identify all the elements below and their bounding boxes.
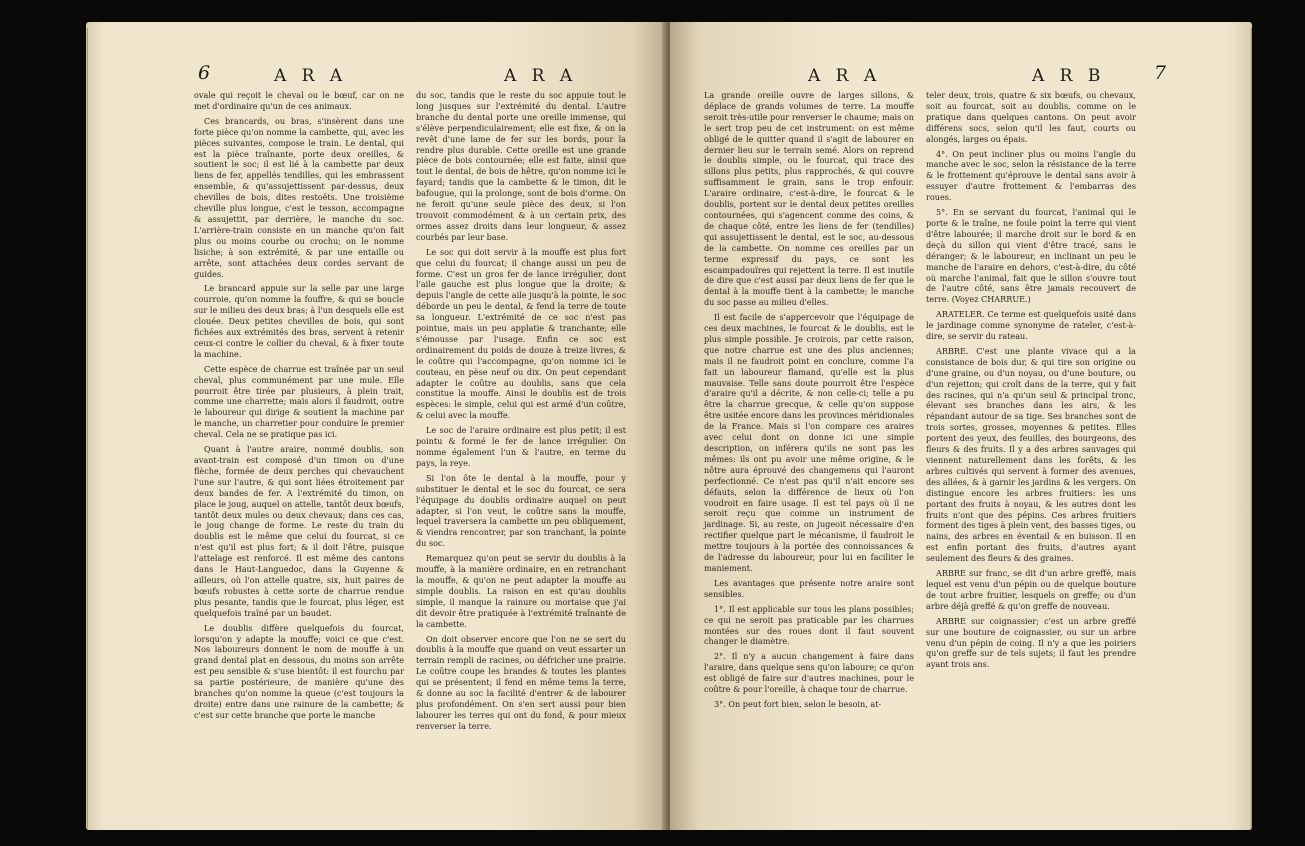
paragraph: La grande oreille ouvre de larges sillons, & déplace de grands volumes de terre. La mouffe seroit très-utile pour renverser le chaume; mais on le sert trop peu de cet instrument: on est même obligé de le quitter quand il s'agit de labourer en dernier lieu sur le terrain semé. Alors on reprend le doublis simple, ou le fourcat, qui trace des sillons plus petits, plus rapprochés, & qui couvre suffisamment le grain, sans le trop enfouir. L'araire ordinaire, c'est-à-dire, le fourcat & le doublis, portent sur le dental deux petites oreilles contournées, qui s'agencent comme des coins, & de chaque côté, entre les liens de fer (tendilles) qui assujettissent le dental, est le soc, au-dessous de la cambette. On nomme ces oreilles par un terme expressif du pays, ce sont les escampadouïres qui rejettent la terre. Il est inutile de dire que c'est aussi par deux liens de fer que le dental à la mouffe tient à la cambette; le manche du soc passe au milieu d'elles. <box>704 90 914 308</box>
paragraph: du soc, tandis que le reste du soc appuie tout le long jusques sur l'extrémité du dental. L'autre branche du dental porte une oreille immense, qui s'élève perpendiculairement; elle est fixe, & on la revêt d'une lame de fer sur les bords, pour la rendre plus durable. Cette oreille est une grande pièce de bois contournée; elle est faite, ainsi que tout le dental, de bois de hêtre, qu'on nomme ici le fayard; tandis que la cambette & le timon, dit le bafougue, qui la prolonge, sont de bois d'orme. On ne feroit qu'une seule pièce des deux, si l'on trouvoit commodément & à un certain prix, des ormes assez droits dans leur longueur, & assez courbés par leur base. <box>416 90 626 242</box>
paragraph: 3°. On peut fort bien, selon le besoin, at- <box>714 698 882 709</box>
paragraph: Le soc de l'araire ordinaire est plus petit; il est pointu & formé le fer de lance irrégulier. On nomme également l'un & l'autre, en terme du pays, la reye. <box>416 425 626 468</box>
running-header-left-1: A R A <box>274 66 348 86</box>
article-entry-arbre-sur-coignassier: ARBRE sur coignassier; c'est un arbre greffé sur une bouture de coignassier, ou sur un arbre venu d'un pépin de coing. Il n'y a que les poiriers qu'on greffe sur de tels sujets; il faut les prendre ayant trois ans. <box>926 615 1136 670</box>
article-entry-aratelier: ARATELER. Ce terme est quelquefois usité dans le jardinage comme synonyme de rateler, c'est-à-dire, se servir du rateau. <box>926 309 1136 342</box>
paragraph: Quant à l'autre araire, nommé doublis, son avant-train est composé d'un timon ou d'une flèche, formée de deux perches qui chevauchent l'une sur l'autre, & qui sont liées étroitement par deux bandes de fer. A l'extrémité du timon, on place le joug, auquel on attelle, tantôt deux bœufs, tantôt deux mules ou deux chevaux; dans ces cas, le joug change de forme. Le reste du train du doublis est le même que celui du fourcat, si ce n'est qu'il est plus fort; & il doit l'être, puisque l'attelage est renforcé. Il est même des cantons dans le Haut-Languedoc, dans la Guyenne & ailleurs, où l'on attelle quatre, six, huit paires de bœufs robustes à cette sorte de charrue rendue plus pesante, tandis que le fourcat, plus léger, est quelquefois traîné par un baudet. <box>194 444 404 618</box>
right-page-column-2 <box>926 90 1136 674</box>
paragraph: Les avantages que présente notre araire sont sensibles. <box>704 577 914 599</box>
running-header-right-2: A R B <box>1032 66 1106 86</box>
paragraph: Cette espèce de charrue est traînée par un seul cheval, plus communément par une mule. Elle pourroit être tirée par plusieurs, à plein trait, comme une charrette; mais alors il faudroit, outre le laboureur qui dirige & soutient la machine par le manche, un charretier pour conduire le premier cheval. Cela ne se pratique pas ici. <box>194 363 404 440</box>
right-page <box>670 22 1252 830</box>
paragraph: 5°. En se servant du fourcat, l'animal qui le porte & le traîne, ne foule point la terre qui vient d'être labourée; il marche droit sur le bord & en deçà du sillon qui vient d'être tracé, sans le déranger; & le laboureur, en inclinant un peu le manche de l'araire en dehors, c'est-à-dire, du côté où marche l'animal, fait que le sillon s'ouvre tout de l'autre côté, sans être jamais recouvert de terre. (Voyez CHARRUE.) <box>926 207 1136 305</box>
left-page-column-2 <box>416 90 626 736</box>
paragraph: teler deux, trois, quatre & six bœufs, ou chevaux, soit au fourcat, soit au doublis, comme on le pratique dans quelques cantons. On peut avoir différens socs, selon qu'il les faut, courts ou alongés, larges ou épais. <box>926 90 1136 144</box>
left-page-edges <box>86 28 88 828</box>
paragraph: Il est facile de s'appercevoir que l'équipage de ces deux machines, le fourcat & le doublis, est le plus simple possible. Je croirois, par cette raison, que notre charrue est une des plus anciennes; mais il ne faudroit point en conclure, comme l'a fait un laboureur flamand, qu'elle est la plus mauvaise. Telle sans doute pourroit être l'espèce d'araire qu'il a décrite, & non celle-ci; telle a pu être la charrue grecque, & celle qu'on suppose être usitée encore dans les provinces méridionales de la France. Mais si l'on compare ces araires avec celui dont on donne ici une simple description, on inférera qu'ils ne sont pas les mêmes: ils ont pu avoir une même origine, & le nôtre aura éprouvé des changemens qui l'auront perfectionné. Ce n'est pas qu'il n'ait encore ses défauts, selon la différence de lieux où l'on voudroit en faire usage. Il est tel pays où il ne seroit reçu que comme un instrument de jardinage. Si, au reste, on jugeoit nécessaire d'en rectifier quelque part le mécanisme, il faudroit le mettre toujours à la portée des connoissances & de l'adresse du laboureur, pour lui en faciliter le maniement. <box>704 312 914 573</box>
article-entry-arbre: ARBRE. C'est une plante vivace qui a la consistance de bois dur, & qui tire son origine ou d'une graine, ou d'un noyau, ou d'une bouture, ou d'un rejetton; qui croît dans de la terre, qui y fait des racines, qui n'a qu'un seul & principal tronc, élevant ses branches dans les airs, & les répandant autour de sa tige. Ses branches sont de trois sortes, grosses, moyennes & petites. Elles portent des yeux, des feuilles, des bourgeons, des fleurs & des fruits. Il y a des arbres sauvages qui viennent naturellement dans les forêts, & les arbres cultivés qui servent à former des avenues, des allées, & à garnir les jardins & les vergers. On distingue encore les arbres fruitiers: les uns portant des fruits à noyau, & les autres dont les fruits n'ont que des pépins. Ces arbres fruitiers forment des tiges à plein vent, des basses tiges, ou nains, des arbres en éventail & en buisson. Il en est enfin portant des fruits, d'autres ayant seulement des fleurs & des graines. <box>926 345 1136 564</box>
paragraph: 4°. On peut incliner plus ou moins l'angle du manche avec le soc, selon la résistance de la terre & le frottement qu'éprouve le dental sans avoir à essuyer d'autre frottement & l'embarras des roues. <box>926 148 1136 203</box>
running-header-left-2: A R A <box>504 66 578 86</box>
article-entry-arbre-sur-franc: ARBRE sur franc, se dit d'un arbre greffé, mais lequel est venu d'un pépin ou de quelque bouture de tout arbre fruitier, lesquels on greffe; ou d'un arbre déjà greffé & qu'on greffe de nouveau. <box>926 568 1136 611</box>
paragraph: ovale qui reçoit le cheval ou le bœuf, car on ne met d'ordinaire qu'un de ces animaux. <box>194 90 404 111</box>
paragraph: Si l'on ôte le dental à la mouffe, pour y substituer le dental et le soc du fourcat, ce sera l'équipage du doublis ordinaire auquel on peut adapter, si l'on veut, le coûtre sans la mouffe, lequel traversera la cambette un peu obliquement, & viendra rencontrer, par son tranchant, la pointe du soc. <box>416 472 626 549</box>
paragraph: Le brancard appuie sur la selle par une large courroie, qu'on nomme la fouffre, & qui se boucle sur le milieu des deux bras; à l'un desquels elle est clouée. Deux petites chevilles de bois, qui sont fichées aux extrémités des bras, servent à retenir ceux-ci contre le collier du cheval, & à fixer toute la machine. <box>194 283 404 359</box>
paragraph: Le doublis diffère quelquefois du fourcat, lorsqu'on y adapte la mouffe; voici ce que c'est. Nos laboureurs donnent le nom de mouffe à un grand dental plat en dessous, du moins son arrête est peu sensible & s'use bientôt: il est fourchu par sa partie postérieure, de manière qu'une des branches qu'on nomme la queue (c'est toujours la droite) entre dans une rainure de la cambette; & c'est sur cette branche que porte le manche <box>194 622 404 720</box>
left-page-column-1 <box>194 90 404 725</box>
paragraph: Le soc qui doit servir à la mouffe est plus fort que celui du fourcat; il change aussi un peu de forme. C'est un gros fer de lance irrégulier, dont l'aile gauche est plus longue que la droite; & depuis l'angle de cette aile jusqu'à la pointe, le soc déborde un peu le dental, & fend la terre de toute sa longueur. L'extrémité de ce soc n'est pas pointue, mais un peu applatie & tranchante; elle s'émousse par l'usage. Enfin ce soc est ordinairement du poids de douze à treize livres, & le coûtre qui l'accompagne, qu'on nomme ici le couteau, en pèse neuf ou dix. On peut cependant adapter le coûtre au doublis, sans que cela constitue la mouffe. Ainsi le doublis est de trois espèces: le simple, celui qui est armé d'un coûtre, & celui avec la mouffe. <box>416 246 626 421</box>
paragraph: 2°. Il n'y a aucun changement à faire dans l'araire, dans quelque sens qu'on laboure; ce qu'on est obligé de faire sur d'autres machines, pour le coûtre & pour l'oreille, à chaque tour de charrue. <box>704 651 914 695</box>
paragraph: 1°. Il est applicable sur tous les plans possibles; ce qui ne seroit pas praticable par les charrues montées sur des roues dont il faut souvent changer le diamètre. <box>704 603 914 647</box>
paragraph: Ces brancards, ou bras, s'insèrent dans une forte pièce qu'on nomme la cambette, qui, avec les pièces suivantes, compose le train. Le dental, qui est la pièce traînante, porte deux oreilles, & soutient le soc; il est lié à la cambette par deux liens de fer, appellés tendilles, qui les embrassent ensemble, & qu'assujettissent par-dessus, deux chevilles de bois, dites restoëts. Une troisième cheville plus longue, c'est le tesson, accompagne & assujettit, par derrière, le manche du soc. L'arrière-train consiste en un manche qu'on fait plus ou moins courbe ou crochu; on le nomme lisiche; à son extrémité, & par une entaille ou arrête, sont attachées deux cordes servant de guides. <box>194 115 404 279</box>
open-book <box>86 22 1252 836</box>
page-number-right: 7 <box>1154 62 1167 84</box>
left-page <box>86 22 668 830</box>
right-page-edges <box>1250 28 1252 828</box>
paragraph: On doit observer encore que l'on ne se sert du doublis à la mouffe que quand on veut essarter un terrain rempli de racines, ou défricher une prairie. Le coûtre coupe les brandes & toutes les plantes qui se présentent; il fend en même tems la terre, & donne au soc la facilité d'entrer & de labourer plus profondément. On s'en sert aussi pour bien labourer les terres qui ont du fond, & pour mieux renverser la terre. <box>416 633 626 731</box>
page-number-left: 6 <box>198 62 211 84</box>
running-header-right-1: A R A <box>808 66 882 86</box>
right-page-column-1 <box>704 90 914 714</box>
paragraph: Remarquez qu'on peut se servir du doublis à la mouffe, à la manière ordinaire, en en retranchant la mouffe, & qu'on ne peut adapter la mouffe au simple doublis. La raison en est qu'au doublis simple, il manque la rainure ou mortaise que j'ai dit devoir être pratiquée à l'extrémité traînante de la cambette. <box>416 553 626 629</box>
